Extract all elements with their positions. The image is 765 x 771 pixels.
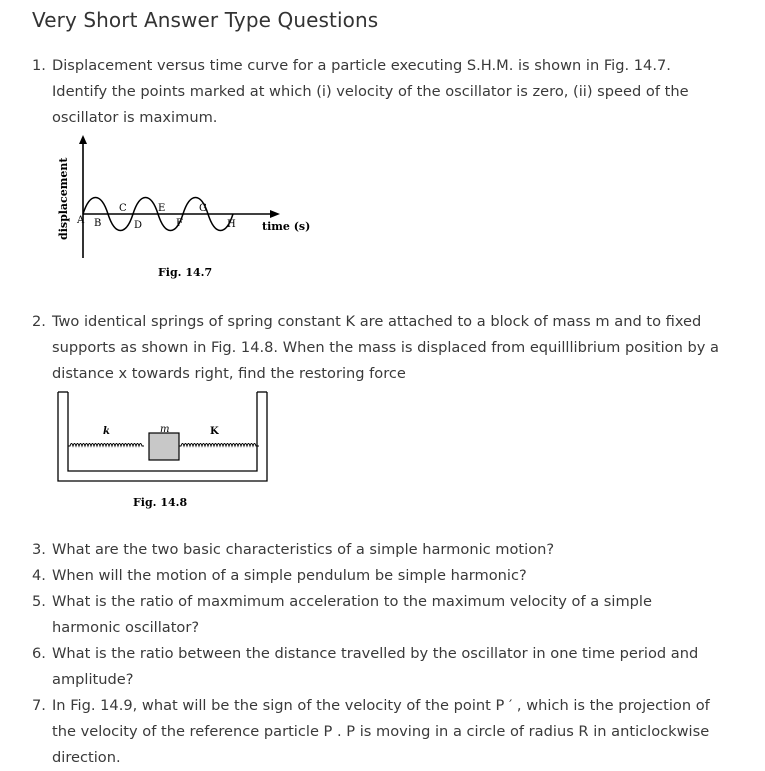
right-spring-label: K: [210, 426, 219, 437]
question-text-line: oscillator is maximum.: [52, 109, 218, 126]
question-text-line: When will the motion of a simple pendulum be simple harmonic?: [52, 567, 527, 584]
left-spring-label: k: [103, 426, 110, 437]
figure-caption: Fig. 14.8: [133, 496, 188, 509]
question-1: [32, 53, 732, 131]
question-text-line: In Fig. 14.9, what will be the sign of the velocity of the point P ′ , which is the projection of: [52, 697, 710, 714]
question-number: 7.: [32, 697, 46, 714]
y-axis-arrow: [79, 135, 87, 144]
question-text-line: Identify the points marked at which (i) velocity of the oscillator is zero, (ii) speed of the: [52, 83, 689, 100]
question-text-line: amplitude?: [52, 671, 134, 688]
question-7: [32, 693, 732, 771]
figure-14-7: [50, 130, 320, 285]
question-text-line: Displacement versus time curve for a particle executing S.H.M. is shown in Fig. 14.7.: [52, 57, 671, 74]
left-spring: [68, 444, 144, 447]
mass-label: m: [160, 424, 170, 435]
question-3: [32, 537, 732, 563]
question-text-line: Two identical springs of spring constant K are attached to a block of mass m and to fixed: [52, 313, 702, 330]
question-text-line: supports as shown in Fig. 14.8. When the mass is displaced from equilllibrium position by a: [52, 339, 719, 356]
point-label-f: F: [176, 218, 183, 229]
figure-14-8: [52, 388, 272, 513]
mass-block: [149, 433, 179, 460]
question-text-line: the velocity of the reference particle P . P is moving in a circle of radius R in anticlockwise: [52, 723, 710, 740]
question-number: 1.: [32, 57, 46, 74]
point-label-b: B: [94, 218, 102, 229]
question-text-line: distance x towards right, find the restoring force: [52, 365, 406, 382]
question-number: 5.: [32, 593, 46, 610]
point-label-g: G: [199, 203, 207, 214]
question-5: [32, 589, 732, 641]
point-label-d: D: [134, 220, 143, 231]
section-heading: Very Short Answer Type Questions: [32, 8, 379, 32]
point-label-e: E: [158, 203, 166, 214]
question-text-line: direction.: [52, 749, 121, 766]
x-axis-label: time (s): [262, 220, 311, 233]
question-4: [32, 563, 732, 589]
question-number: 2.: [32, 313, 46, 330]
question-number: 4.: [32, 567, 46, 584]
right-spring: [179, 444, 259, 447]
spring-mass-diagram: [52, 388, 272, 513]
question-text-line: What is the ratio between the distance travelled by the oscillator in one time period and: [52, 645, 699, 662]
question-2: [32, 309, 732, 387]
point-label-h: H: [227, 219, 236, 230]
question-text-line: What are the two basic characteristics of a simple harmonic motion?: [52, 541, 555, 558]
displacement-time-graph: [50, 130, 320, 285]
point-label-a: A: [77, 215, 85, 226]
question-number: 3.: [32, 541, 46, 558]
question-number: 6.: [32, 645, 46, 662]
question-text-line: What is the ratio of maxmimum acceleration to the maximum velocity of a simple: [52, 593, 652, 610]
x-axis-arrow: [270, 210, 280, 218]
question-text-line: harmonic oscillator?: [52, 619, 200, 636]
figure-caption: Fig. 14.7: [158, 266, 213, 279]
question-6: [32, 641, 732, 693]
y-axis-label: displacement: [57, 157, 70, 240]
point-label-c: C: [119, 203, 127, 214]
